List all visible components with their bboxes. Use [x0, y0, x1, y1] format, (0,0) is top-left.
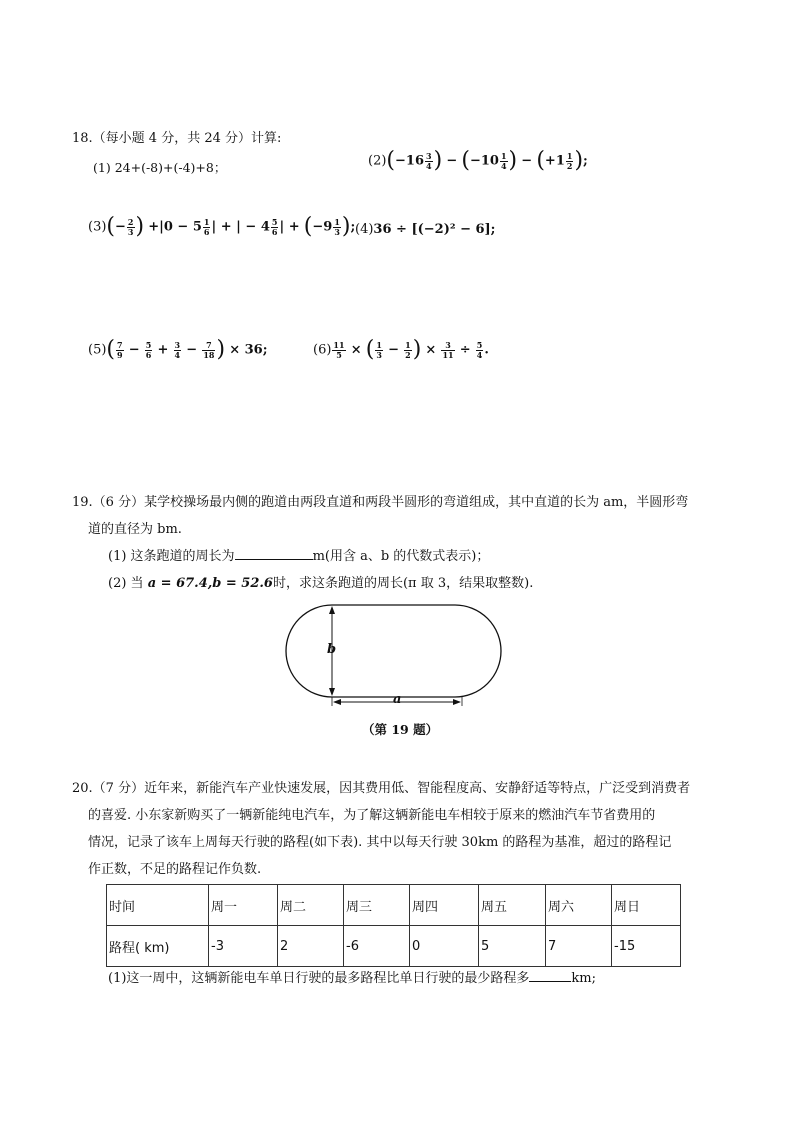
q20-answer-blank[interactable] [529, 967, 571, 982]
table-header-cell: 时间 [107, 885, 209, 926]
track-outline [286, 605, 501, 697]
q19-part2: (2) 当 a = 67.4,b = 52.6时，求这条跑道的周长(π 取 3，结果取整数). [108, 576, 534, 591]
q20-line2: 的喜爱. 小东家新购买了一辆新能纯电汽车，为了解这辆新能电车相较于原来的燃油汽车节省费用的 [88, 808, 656, 823]
table-cell: -3 [209, 926, 278, 967]
table-header-cell: 周六 [546, 885, 612, 926]
table-cell: 5 [479, 926, 546, 967]
q18-part6: (6) $\frac{11}{5}$ × ( $\frac{1}{3}$ − $\frac{1}{2}$ ) × $\frac{3}{11}$ ÷ $\frac{5}{4}$ . [313, 337, 489, 362]
q18-part5: (5)( $\frac{7}{9}$ − $\frac{5}{6}$ + $\frac{3}{4}$ − $\frac{7}{18}$ ) × 36; [88, 337, 268, 362]
q18-part1-label: (1) [93, 160, 111, 175]
q18-part3-i-frac: $\frac{1}{3}$ [334, 216, 340, 237]
q19-label-b: b [327, 642, 337, 657]
q18-part1-expr: 24+(-8)+(-4)+8； [114, 160, 227, 175]
table-header-cell: 周二 [278, 885, 344, 926]
q20-line4: 作正数，不足的路程记作负数. [88, 862, 262, 877]
q18-part4 [355, 222, 495, 237]
q18-part3-g-frac: $\frac{1}{6}$ [203, 216, 210, 237]
table-header-cell: 周日 [612, 885, 681, 926]
q18-part2-a-whole: 16 [405, 153, 425, 169]
q20-mileage-table [106, 884, 681, 967]
q18-part2-b-whole: 10 [480, 153, 499, 169]
q19-label-a: a [393, 692, 402, 707]
q18-part2-c-frac: $\frac{1}{2}$ [566, 150, 573, 171]
q18-part1 [93, 158, 226, 176]
q18-part2-a-frac: $\frac{3}{4}$ [426, 150, 432, 171]
table-cell: -15 [612, 926, 681, 967]
q19-part1: (1) 这条跑道的周长为 m(用含 a、b 的代数式表示)； [108, 545, 489, 564]
q18-part5-label: (5) [88, 342, 107, 358]
q18-part2-label: (2) [368, 153, 387, 169]
q20-line1: 20.（7 分）近年来，新能汽车产业快速发展，因其费用低、智能程度高、安静舒适等特点，广泛受到消费者 [72, 781, 691, 796]
q20-line3: 情况，记录了该车上周每天行驶的路程(如下表). 其中以每天行驶 30km 的路程为基准，超过的路程记 [88, 835, 672, 850]
q18-part3: (3)(− $\frac{2}{3}$ ) +|0 − 5 $\frac{1}{6}$ | + | − 4 $\frac{5}{6}$ | + (−9 $\frac{1}{3}$ ); [88, 214, 356, 239]
q18-part4-expr: 36 ÷ [(−2)² − 6]; [373, 222, 496, 237]
diameter-arrow-down-icon [329, 688, 335, 696]
table-cell: 7 [546, 926, 612, 967]
q18-part3-label: (3) [88, 219, 107, 235]
q18-part3-f-frac: $\frac{2}{3}$ [127, 216, 134, 237]
q18-part3-h-frac: $\frac{5}{6}$ [271, 216, 278, 237]
length-arrow-right-icon [453, 699, 461, 705]
table-cell: 路程( km) [107, 926, 209, 967]
table-header-cell: 周三 [344, 885, 410, 926]
q19-line2: 道的直径为 bm. [88, 522, 182, 537]
table-cell: 2 [278, 926, 344, 967]
table-row [107, 926, 681, 967]
table-cell: -6 [344, 926, 410, 967]
q19-caption: （第 19 题） [362, 722, 439, 737]
table-header-cell: 周五 [479, 885, 546, 926]
diameter-arrow-up-icon [329, 606, 335, 614]
q19-part2-math: a = 67.4,b = 52.6 [147, 576, 273, 591]
q18-part2: (2)(−16 $\frac{3}{4}$ ) − (−10 $\frac{1}{4}$ ) − (+1 $\frac{1}{2}$ ); [368, 148, 588, 173]
table-header-cell: 周一 [209, 885, 278, 926]
q18-part2-c-whole: 1 [555, 153, 565, 169]
q18-part6-label: (6) [313, 342, 332, 358]
table-cell: 0 [410, 926, 479, 967]
q18-part2-b-frac: $\frac{1}{4}$ [500, 150, 507, 171]
q19-line1: 19.（6 分）某学校操场最内侧的跑道由两段直道和两段半圆形的弯道组成，其中直道的长为 am，半圆形弯 [72, 495, 689, 510]
q18-header: 18.（每小题 4 分，共 24 分）计算: [72, 131, 282, 146]
q19-answer-blank[interactable] [235, 545, 313, 560]
q20-part1: (1)这一周中，这辆新能电车单日行驶的最多路程比单日行驶的最少路程多 km; [108, 967, 596, 986]
table-header-row [107, 885, 681, 926]
length-arrow-left-icon [333, 699, 341, 705]
q18-part4-label: (4) [355, 222, 374, 237]
table-header-cell: 周四 [410, 885, 479, 926]
